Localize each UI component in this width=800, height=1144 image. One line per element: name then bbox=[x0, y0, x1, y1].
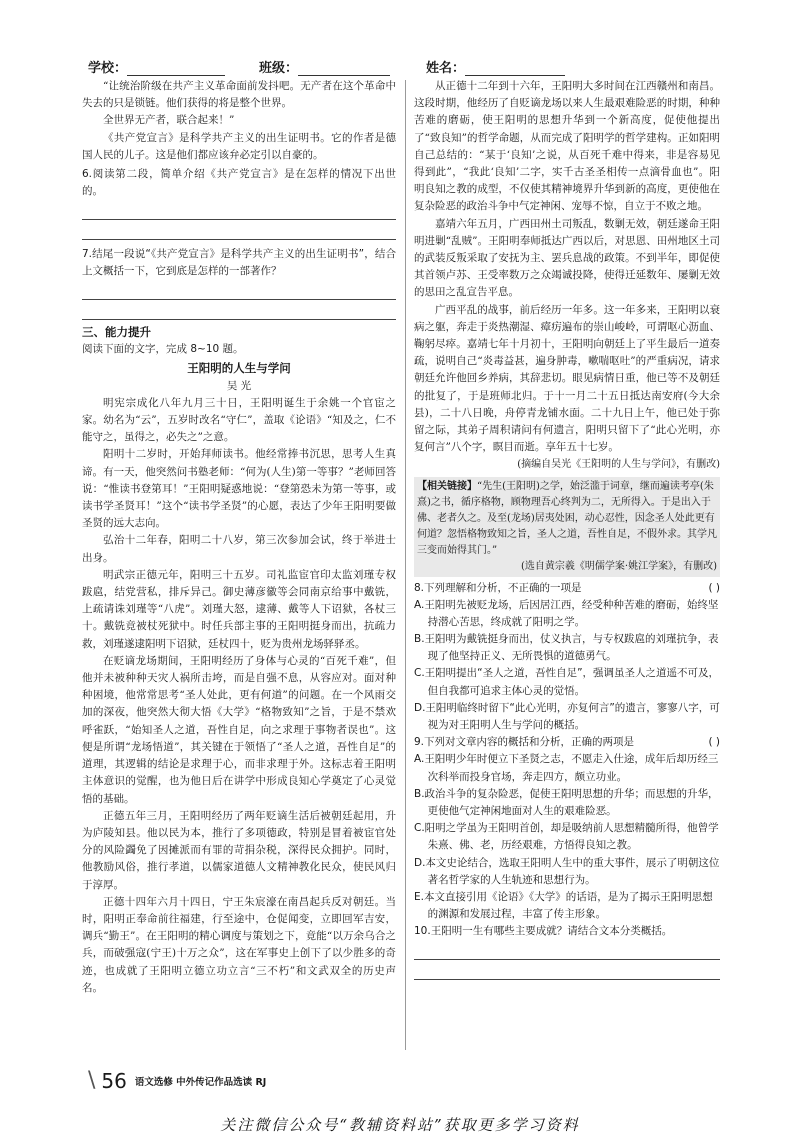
answer-line[interactable] bbox=[82, 282, 396, 300]
class-field bbox=[259, 57, 390, 76]
question-10: 10.王阳明一生有哪些主要成就？请结合文本分类概括。 bbox=[414, 925, 673, 938]
option-9a: A.王阳明少年时便立下圣贤之志，不愿走入仕途，成年后却历经三次科举而投身官场，奔走四方，颇立功业。 bbox=[414, 753, 719, 783]
class-input-line[interactable] bbox=[298, 62, 390, 76]
related-link-text: “先生(王阳明)之学，始泛滥于词章，继而遍读考亭(朱熹)之书，循序格物，顾物理吾心终判为二，无所得入。于是出入于佛、老者久之。及至(龙场)居夷处困，动心忍性，因念圣人处此更有何道？忽悟格物致知之旨，圣人之道，吾性自足，不假外求。其学凡三变而始得其门。” bbox=[417, 480, 717, 556]
article-paragraph: 广西平乱的战事，前后经历一年多。这一年多来，王阳明以衰病之躯，奔走于炎热潮湿、瘴疠遍布的崇山峻岭，可谓呕心沥血、鞠躬尽瘁。嘉靖七年十月初十，王阳明向朝廷上了平生最后一道奏疏，说明自己“炎毒益甚，遍身肿毒，嗽喘呕吐”的严重病况，请求朝廷允许他回乡养病，其辞悲切。眼见病情日重，他已等不及朝廷的批复了，于是班师北归。于十一月二十五日抵达南安府(今大余县)，二十八日晚，舟停青龙铺水面。二十九日上午，他已处于弥留之际，其弟子周积请问有何遗言，阳明只留下了“此心光明，亦复何言”八个字，瞑目而逝。享年五十七岁。 bbox=[414, 303, 720, 454]
footer-slash-mark: \ bbox=[88, 1068, 96, 1093]
answer-line[interactable] bbox=[82, 222, 396, 240]
school-field bbox=[88, 57, 225, 76]
question-8-stem: 8.下列理解和分析，不正确的一项是 bbox=[414, 581, 582, 594]
article-author: 吴 光 bbox=[226, 379, 252, 392]
answer-line[interactable] bbox=[414, 962, 720, 980]
right-column bbox=[414, 78, 720, 980]
manifesto-quote: “让统治阶级在共产主义革命面前发抖吧。无产者在这个革命中失去的只是锁链。他们获得的将是整个世界。 bbox=[82, 80, 396, 110]
article-paragraph: 正德十四年六月十四日，宁王朱宸濠在南昌起兵反对朝廷。当时，阳明正奉命前往福建，行至途中，仓促闻变，立即回军吉安，调兵“勤王”。在王阳明的精心调度与策划之下，竟能“以万余乌合之兵，而破强寇(宁王)十万之众”，这在军事史上创下了以少胜多的奇迹，也成就了王阳明立德立功立言“三不朽”和文武双全的历史声名。 bbox=[82, 895, 396, 994]
section-instruction: 阅读下面的文字，完成 8~10 题。 bbox=[82, 343, 244, 356]
related-link-source: (选自黄宗羲《明儒学案·姚江学案》，有删改) bbox=[521, 560, 717, 572]
article-title: 王阳明的人生与学问 bbox=[187, 361, 291, 376]
school-label: 学校： bbox=[88, 61, 128, 76]
promo-banner: 关注微信公众号“教辅资料站”获取更多学习资料 bbox=[220, 1116, 580, 1134]
answer-line[interactable] bbox=[82, 302, 396, 320]
manifesto-conclusion: 《共产党宣言》是科学共产主义的出生证明书。它的作者是德国人民的儿子。这是他们都应该弁必定引以自豪的。 bbox=[82, 131, 396, 161]
manifesto-slogan: 全世界无产者，联合起来！” bbox=[103, 114, 235, 127]
article-paragraph: 嘉靖六年五月，广西田州土司叛乱，数剿无效，朝廷遂命王阳明进剿“乱贼”。王阳明奉师抵达广西以后，对思恩、田州地区土司的武装反叛采取了安抚为主、罢兵息战的政策。不到半年，即促使其首领卢苏、王受率数万之众竭诚投降，使得迁延数年、屡剿无效的思田之乱宣告平息。 bbox=[414, 217, 720, 299]
question-9 bbox=[414, 734, 720, 751]
option-8d: D.王阳明临终时留下“此心光明，亦复何言”的遗言，寥寥八字，可视为对王阳明人生与学问的概括。 bbox=[414, 701, 720, 732]
article-paragraph: 弘治十二年春，阳明二十八岁，第三次参加会试，终于举进士出身。 bbox=[82, 534, 396, 564]
student-info-header bbox=[88, 52, 728, 76]
article-paragraph: 在贬谪龙场期间，王阳明经历了身体与心灵的“百死千难”，但他并未被种种天灾人祸所击垮，而是自强不息，从容应对。面对种种困境，他常常思考“圣人处此，更有何道”的问题。在一个风雨交加的深夜，他突然大彻大悟《大学》“格物致知”之旨，于是不禁欢呼雀跃，“始知圣人之道，吾性自足，向之求理于事物者误也”。这便是所谓“龙场悟道”，其关键在于领悟了“圣人之道，吾性自足”的道理，其逻辑的结论是求理于心，而非求理于外。这标志着王阳明主体意识的觉醒，也为他日后在讲学中形成良知心学奠定了心灵觉悟的基础。 bbox=[82, 654, 396, 805]
article-source: (摘编自吴光《王阳明的人生与学问》，有删改) bbox=[517, 459, 720, 471]
book-title: 语文选修 中外传记作品选读 RJ bbox=[134, 1077, 267, 1088]
page-footer bbox=[88, 1068, 266, 1094]
option-8a: A.王阳明先被贬龙场，后因居江西，经受种种苦难的磨砺，始终坚持潜心苦思，终成就了阳明之学。 bbox=[414, 598, 719, 628]
article-paragraph: 正德五年三月，王阳明经历了两年贬谪生活后被朝廷起用，升为庐陵知县。他以民为本，推行了多项德政，特别是冒着被宦官处分的风险蠲免了因摊派而有罪的苛捐杂税，深得民众拥护。同时，他教励风俗，推行孝道，以儒家道德人文精神教化民众，使民风归于淳厚。 bbox=[82, 809, 396, 891]
answer-bracket[interactable]: ( ) bbox=[708, 736, 720, 749]
related-link-box bbox=[414, 477, 720, 577]
article-paragraph: 明宪宗成化八年九月三十日，王阳明诞生于余姚一个官宦之家。幼名为“云”，五岁时改名“守仁”，盖取《论语》“知及之，仁不能守之，虽得之，必失之”之意。 bbox=[82, 396, 396, 444]
name-field bbox=[426, 57, 565, 76]
left-column bbox=[82, 78, 396, 997]
question-9-stem: 9.下列对文章内容的概括和分析，正确的两项是 bbox=[414, 736, 635, 749]
name-label: 姓名： bbox=[426, 61, 466, 76]
option-8b: B.王阳明为戴铣挺身而出，仗义执言，与专权跋扈的刘瑾抗争，表现了他坚持正义、无所畏惧的道德勇气。 bbox=[414, 633, 719, 663]
option-9e: E.本文直接引用《论语》《大学》的话语，是为了揭示王阳明思想的渊源和发展过程，丰富了传主形象。 bbox=[414, 890, 713, 921]
question-6: 6.阅读第二段，简单介绍《共产党宣言》是在怎样的情况下出世的。 bbox=[82, 168, 396, 198]
option-9c: C.阳明之学虽为王阳明首创，却是吸纳前人思想精髓所得，他曾学朱熹、佛、老，历经艰难，方悟得良知之教。 bbox=[414, 822, 719, 852]
article-paragraph: 阳明十二岁时，开始拜师读书。他经常捧书沉思，思考人生真谛。有一天，他突然问书塾老师：“何为(人生)第一等事？”老师回答说：“惟读书登第耳！”王阳明疑惑地说：“登第恐未为第一等事，或读书学圣贤耳！”这个“读书学圣贤”的心愿，表达了少年王阳明要做圣贤的远大志向。 bbox=[82, 448, 396, 530]
class-label: 班级： bbox=[259, 61, 299, 76]
option-9b: B.政治斗争的复杂险恶，促使王阳明思想的升华；而思想的升华，更使他气定神闲地面对人生的艰难险恶。 bbox=[414, 787, 719, 817]
option-8c: C.王阳明提出“圣人之道，吾性自足”，强调虽圣人之道遥不可及，但自我都可追求主体心灵的觉悟。 bbox=[414, 667, 720, 697]
question-7: 7.结尾一段说“《共产党宣言》是科学共产主义的出生证明书”，结合上文概括一下，它到底是怎样的一部著作？ bbox=[82, 248, 396, 278]
article-paragraph: 从正德十二年到十六年，王阳明大多时间在江西赣州和南昌。这段时期，他经历了自贬谪龙场以来人生最艰难险恶的时期，种种苦难的磨砺，使王阳明的思想升华到一个新高度，促使他提出了“致良知”的哲学命题，从而完成了阳明学的哲学建构。正如阳明自己总结的：“某于‘良知’之说，从百死千难中得来，非是容易见得到此”，“我此‘良知’二字，实千古圣圣相传一点滴骨血也”。阳明良知之教的成型，不仅使其精神境界升华到新的高度，更使他在复杂险恶的政治斗争中气定神闲、宠辱不惊，自立于不败之地。 bbox=[414, 80, 720, 213]
article-paragraph: 明武宗正德元年，阳明三十五岁。司礼监宦官印太监刘瑾专权跋扈，结党营私，排斥异己。御史薄彦徽等会同南京给事中戴铣，上疏请诛刘瑾等“八虎”。刘瑾大怒，逮薄、戴等人下诏狱，各杖三十。戴铣竟被杖死狱中。时任兵部主事的王阳明挺身而出，抗疏力救，刘瑾遂逮阳明下诏狱，廷杖四十，贬为贵州龙场驿驿丞。 bbox=[82, 568, 396, 650]
question-8 bbox=[414, 580, 720, 597]
page-number: 56 bbox=[101, 1069, 127, 1093]
section-heading: 三、能力提升 bbox=[82, 325, 151, 340]
answer-bracket[interactable]: ( ) bbox=[708, 581, 720, 594]
school-input-line[interactable] bbox=[127, 62, 225, 76]
answer-line[interactable] bbox=[82, 202, 396, 220]
option-9d: D.本文史论结合，选取王阳明人生中的重大事件，展示了明朝这位著名哲学家的人生轨迹和思想行为。 bbox=[414, 856, 720, 886]
column-divider bbox=[405, 80, 406, 1050]
name-input-line[interactable] bbox=[465, 62, 565, 76]
answer-line[interactable] bbox=[414, 942, 720, 960]
related-link-tag: 【相关链接】 bbox=[417, 480, 477, 492]
